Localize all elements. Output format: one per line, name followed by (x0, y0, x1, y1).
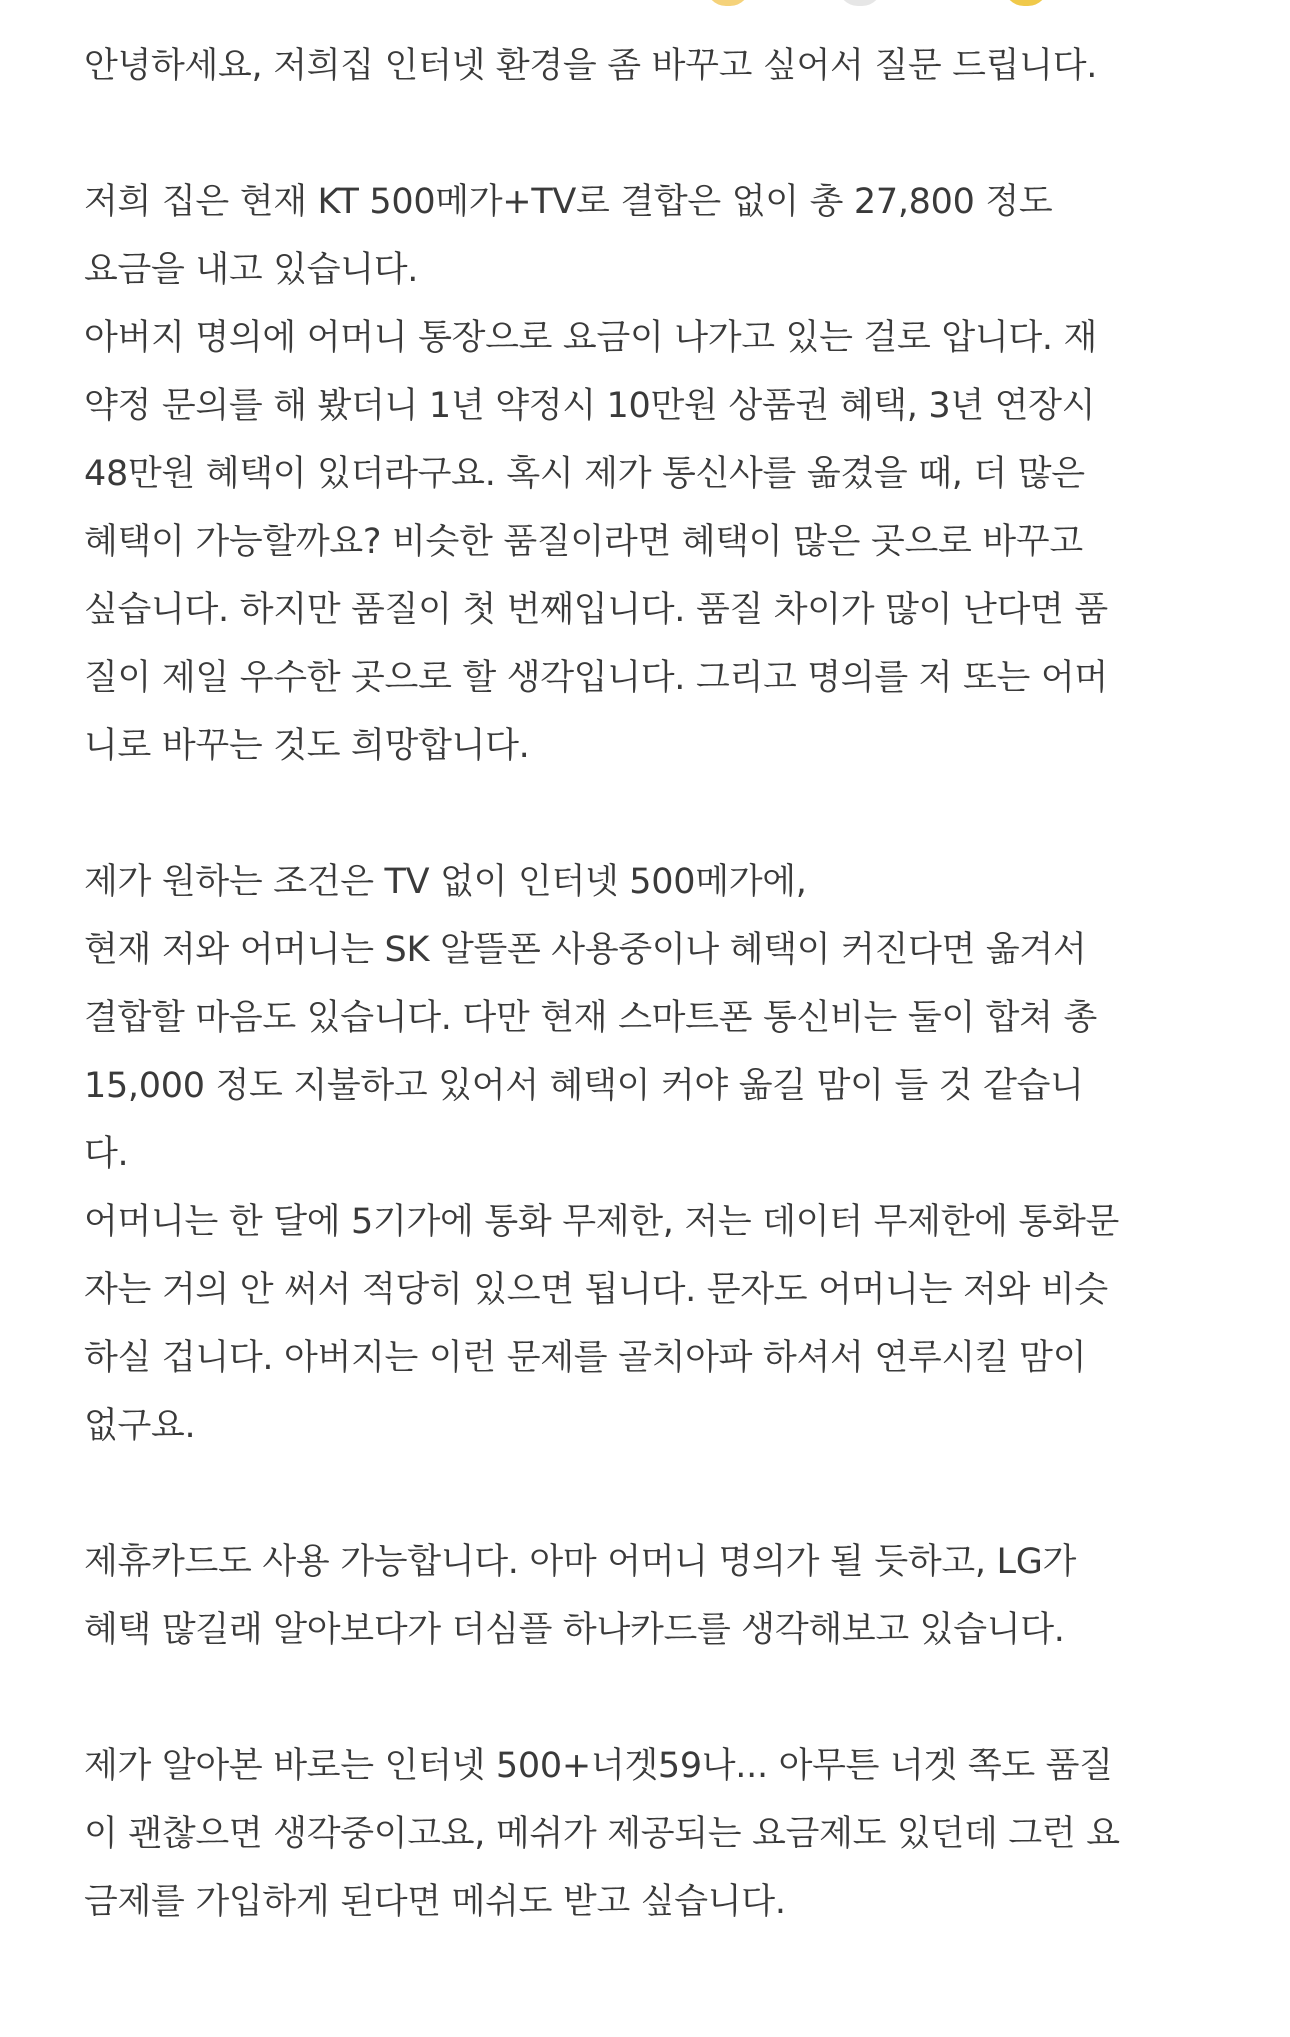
post-line: 요금을 내고 있습니다. (84, 250, 419, 290)
post-line: 다. (84, 1134, 129, 1174)
post-line: 아버지 명의에 어머니 통장으로 요금이 나가고 있는 걸로 압니다. 재 (84, 318, 1098, 358)
paragraph-gap (84, 780, 1214, 848)
post-line: 안녕하세요, 저희집 인터넷 환경을 좀 바꾸고 싶어서 질문 드립니다. (84, 46, 1098, 86)
post-line: 어머니는 한 달에 5기가에 통화 무제한, 저는 데이터 무제한에 통화문 (84, 1202, 1119, 1242)
post-line: 혜택이 가능할까요? 비슷한 품질이라면 혜택이 많은 곳으로 바꾸고 (84, 522, 1083, 562)
paragraph-gap (84, 1460, 1214, 1528)
post-line: 없구요. (84, 1406, 196, 1446)
paragraph-gap (84, 1664, 1214, 1732)
post-line: 결합할 마음도 있습니다. 다만 현재 스마트폰 통신비는 둘이 합쳐 총 (84, 998, 1098, 1038)
post-line: 질이 제일 우수한 곳으로 할 생각입니다. 그리고 명의를 저 또는 어머 (84, 658, 1108, 698)
post-body (84, 32, 1214, 1936)
post-line: 하실 겁니다. 아버지는 이런 문제를 골치아파 하셔서 연루시킬 맘이 (84, 1338, 1087, 1378)
post-line: 제가 원하는 조건은 TV 없이 인터넷 500메가에, (84, 862, 807, 902)
post-line: 싶습니다. 하지만 품질이 첫 번째입니다. 품질 차이가 많이 난다면 품 (84, 590, 1108, 630)
reaction-icon[interactable] (706, 0, 750, 6)
post-line: 제휴카드도 사용 가능합니다. 아마 어머니 명의가 될 듯하고, LG가 (84, 1542, 1077, 1582)
post-line: 15,000 정도 지불하고 있어서 혜택이 커야 옮길 맘이 들 것 같습니 (84, 1066, 1084, 1106)
post-line: 자는 거의 안 써서 적당히 있으면 됩니다. 문자도 어머니는 저와 비슷 (84, 1270, 1108, 1310)
post-line: 약정 문의를 해 봤더니 1년 약정시 10만원 상품권 혜택, 3년 연장시 (84, 386, 1096, 426)
post-line: 혜택 많길래 알아보다가 더심플 하나카드를 생각해보고 있습니다. (84, 1610, 1065, 1650)
paragraph-gap (84, 100, 1214, 168)
post-line: 현재 저와 어머니는 SK 알뜰폰 사용중이나 혜택이 커진다면 옮겨서 (84, 930, 1087, 970)
reaction-icon[interactable] (838, 0, 882, 6)
post-line: 48만원 혜택이 있더라구요. 혹시 제가 통신사를 옮겼을 때, 더 많은 (84, 454, 1085, 494)
post-line: 니로 바꾸는 것도 희망합니다. (84, 726, 530, 766)
top-cropped-toolbar (0, 0, 1290, 8)
post-line: 제가 알아본 바로는 인터넷 500+너겟59나... 아무튼 너겟 쪽도 품질 (84, 1746, 1113, 1786)
post-line: 금제를 가입하게 된다면 메쉬도 받고 싶습니다. (84, 1882, 786, 1922)
reaction-icon[interactable] (1004, 0, 1048, 6)
post-line: 이 괜찮으면 생각중이고요, 메쉬가 제공되는 요금제도 있던데 그런 요 (84, 1814, 1120, 1854)
post-line: 저희 집은 현재 KT 500메가+TV로 결합은 없이 총 27,800 정도 (84, 182, 1053, 222)
